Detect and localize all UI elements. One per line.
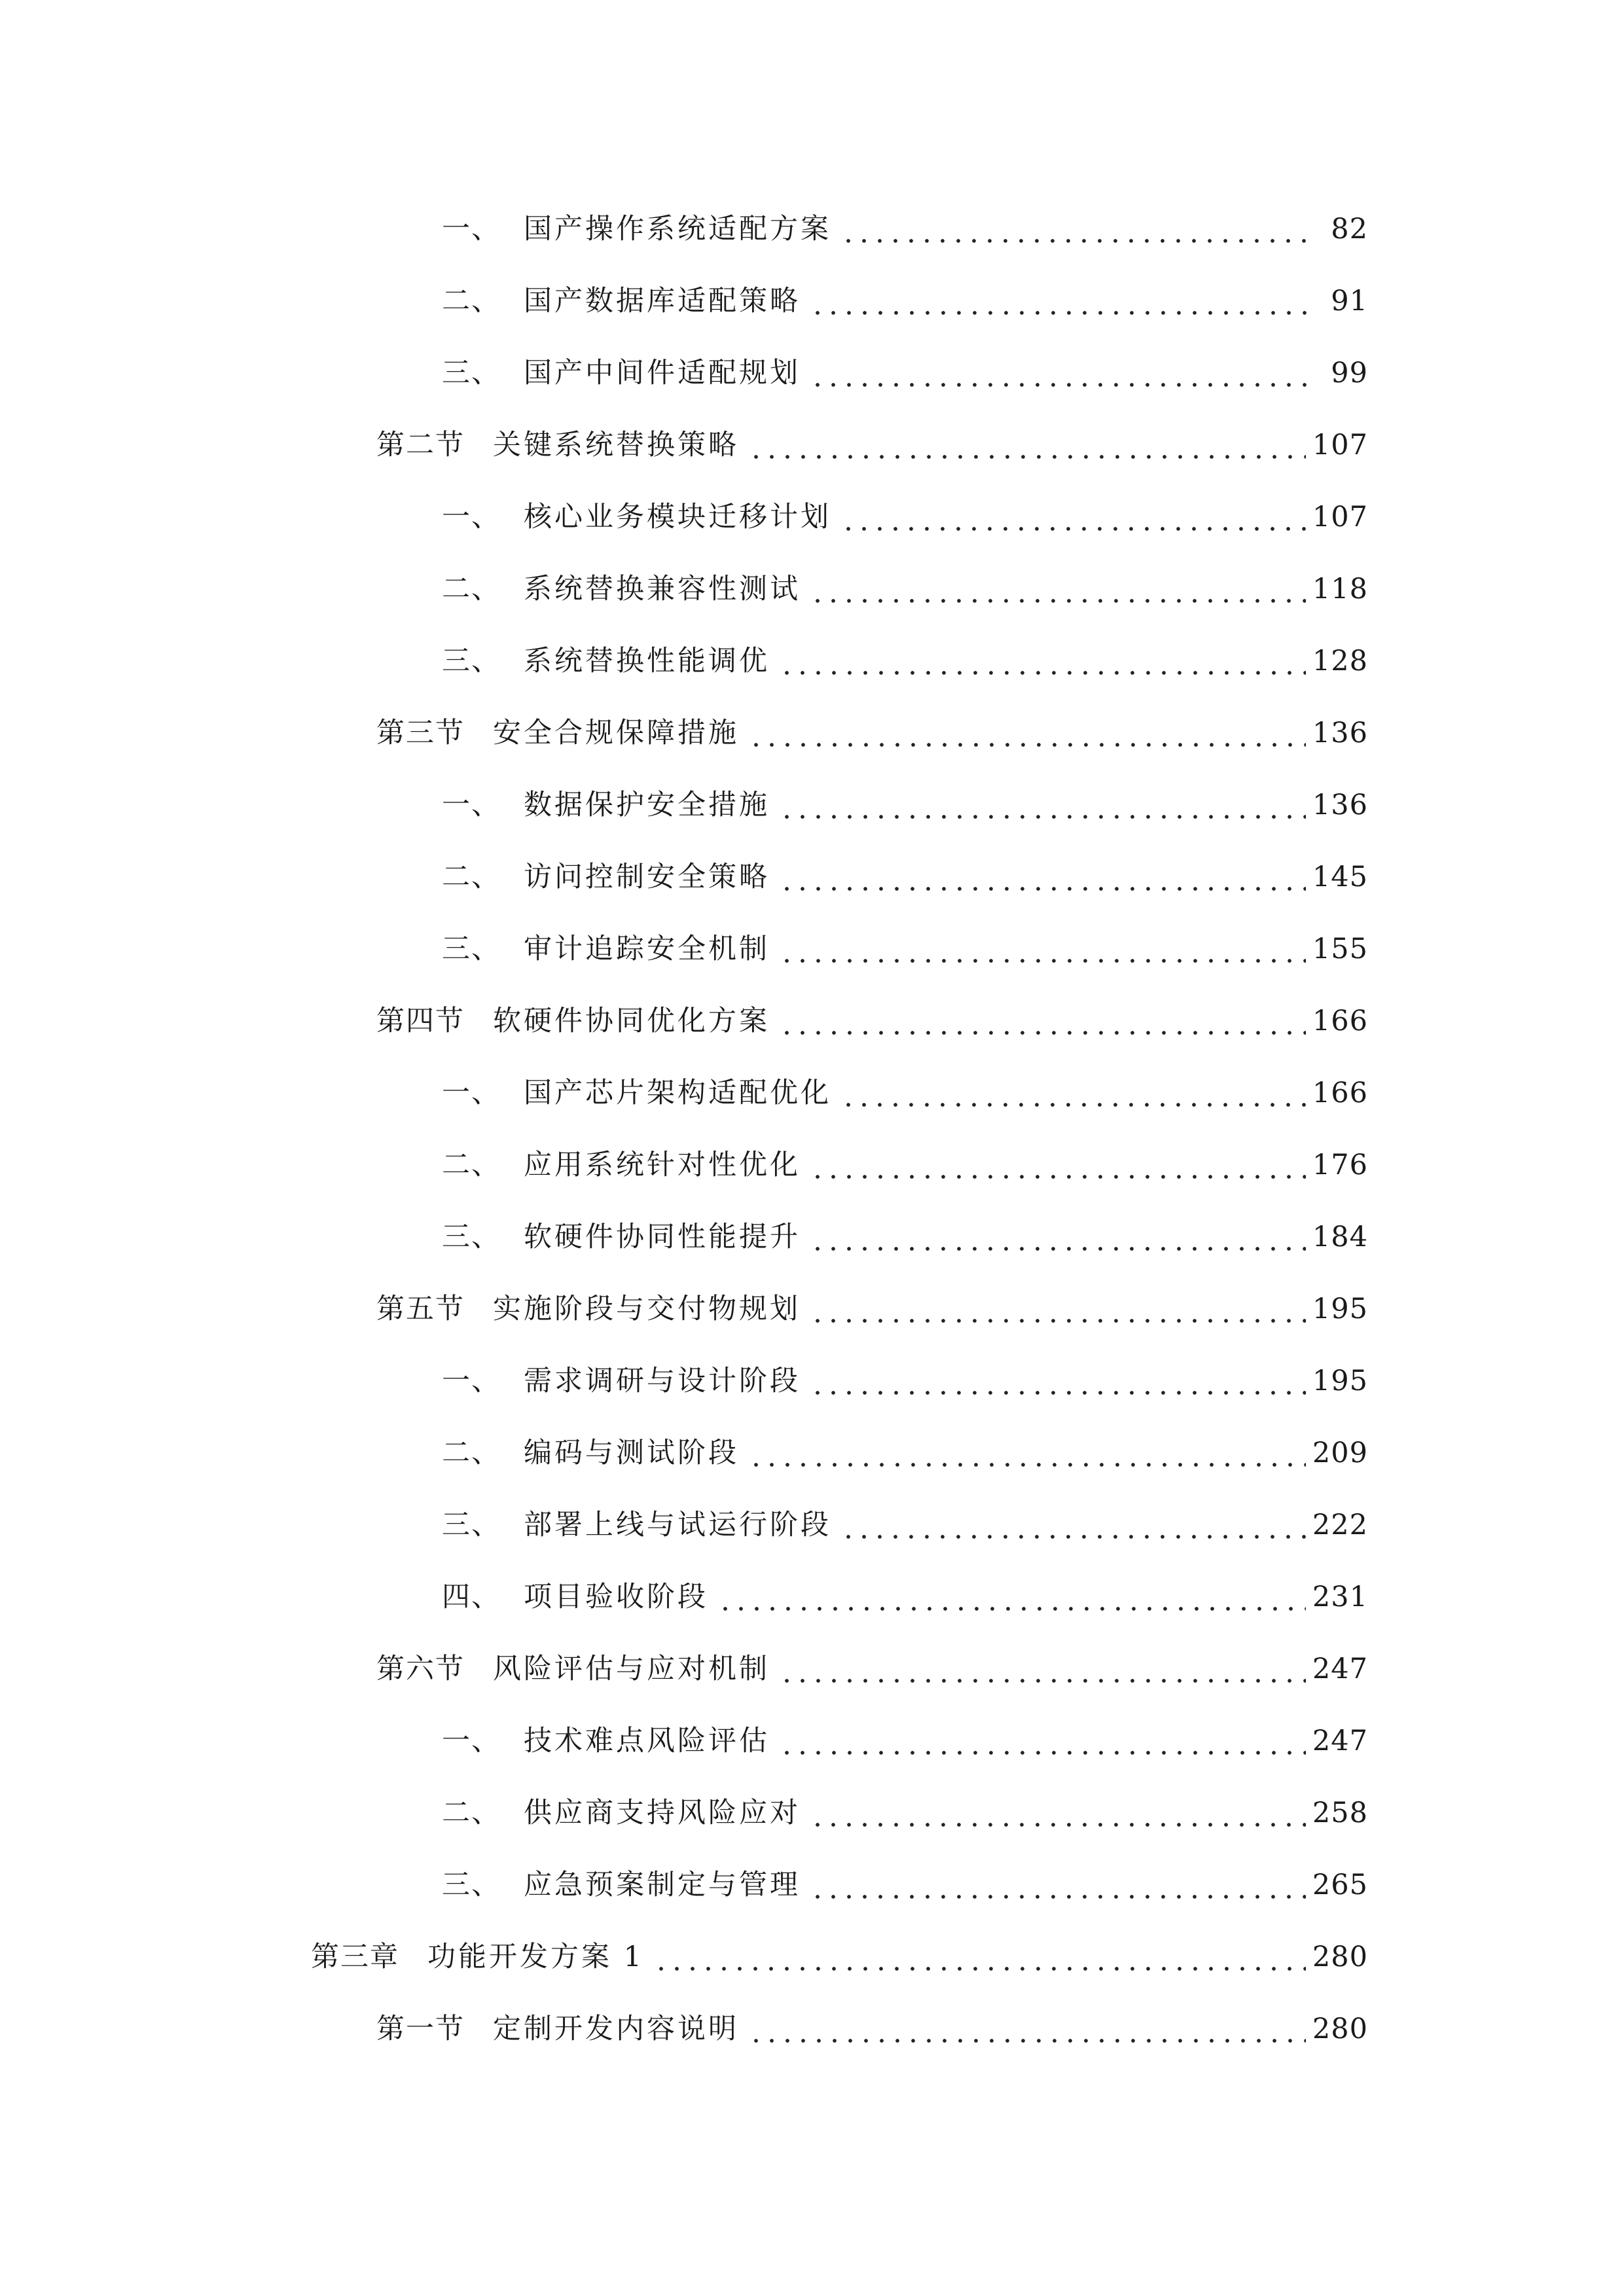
entry-page-number: 280	[1312, 1941, 1368, 1973]
entry-page-number: 155	[1312, 933, 1368, 965]
dot-leader	[748, 1427, 1306, 1479]
toc-entry-subsection[interactable]	[442, 923, 1368, 975]
entry-title: 应急预案制定与管理	[524, 1869, 801, 1901]
dot-leader	[840, 203, 1316, 255]
entry-title: 访问控制安全策略	[524, 861, 770, 893]
toc-entry-subsection[interactable]	[442, 563, 1368, 615]
dot-leader	[840, 1067, 1306, 1119]
entry-number: 三、	[442, 357, 501, 389]
entry-number: 四、	[442, 1581, 501, 1613]
entry-title: 功能开发方案 1	[427, 1941, 645, 1973]
entry-number: 二、	[442, 573, 501, 605]
entry-number: 一、	[442, 501, 501, 533]
toc-entry-section[interactable]	[376, 995, 1368, 1047]
entry-page-number: 265	[1312, 1869, 1368, 1901]
entry-number: 第一节	[376, 2013, 465, 2045]
entry-page-number: 209	[1312, 1437, 1368, 1469]
entry-title: 安全合规保障措施	[493, 717, 739, 749]
entry-title: 技术难点风险评估	[524, 1725, 770, 1757]
entry-page-number: 107	[1312, 429, 1368, 461]
entry-title: 供应商支持风险应对	[524, 1797, 801, 1829]
entry-page-number: 184	[1312, 1221, 1368, 1253]
entry-page-number: 247	[1312, 1725, 1368, 1757]
entry-number: 第三节	[376, 717, 465, 749]
dot-leader	[810, 347, 1316, 399]
toc-entry-section[interactable]	[376, 1643, 1368, 1695]
toc-entry-section[interactable]	[376, 1283, 1368, 1335]
entry-title: 应用系统针对性优化	[524, 1149, 801, 1181]
entry-page-number: 166	[1312, 1077, 1368, 1109]
entry-page-number: 195	[1312, 1365, 1368, 1397]
entry-title: 需求调研与设计阶段	[524, 1365, 801, 1397]
entry-number: 第六节	[376, 1653, 465, 1685]
entry-title: 系统替换兼容性测试	[524, 573, 801, 605]
entry-title: 系统替换性能调优	[524, 645, 770, 677]
entry-page-number: 247	[1312, 1653, 1368, 1685]
entry-number: 三、	[442, 1869, 501, 1901]
toc-entry-subsection[interactable]	[442, 491, 1368, 543]
toc-entry-subsection[interactable]	[442, 1427, 1368, 1479]
entry-number: 二、	[442, 1149, 501, 1181]
dot-leader	[810, 1283, 1306, 1335]
entry-number: 第四节	[376, 1005, 465, 1037]
dot-leader	[717, 1571, 1306, 1623]
entry-title: 核心业务模块迁移计划	[524, 501, 831, 533]
entry-title: 定制开发内容说明	[493, 2013, 739, 2045]
entry-title: 编码与测试阶段	[524, 1437, 739, 1469]
dot-leader	[779, 851, 1306, 903]
entry-number: 第五节	[376, 1293, 465, 1325]
toc-entry-subsection[interactable]	[442, 635, 1368, 687]
dot-leader	[810, 1211, 1306, 1263]
entry-number: 二、	[442, 285, 501, 317]
entry-number: 三、	[442, 1221, 501, 1253]
toc-entry-section[interactable]	[376, 2003, 1368, 2055]
dot-leader	[840, 491, 1306, 543]
toc-entry-section[interactable]	[376, 707, 1368, 759]
toc-entry-subsection[interactable]	[442, 347, 1368, 399]
entry-number: 一、	[442, 213, 501, 245]
entry-number: 一、	[442, 1077, 501, 1109]
dot-leader	[810, 1859, 1306, 1911]
entry-number: 三、	[442, 645, 501, 677]
entry-page-number: 99	[1331, 357, 1368, 389]
dot-leader	[810, 563, 1306, 615]
entry-number: 一、	[442, 1725, 501, 1757]
entry-number: 一、	[442, 1365, 501, 1397]
toc-entry-subsection[interactable]	[442, 1571, 1368, 1623]
entry-title: 国产数据库适配策略	[524, 285, 801, 317]
toc-entry-subsection[interactable]	[442, 1499, 1368, 1551]
entry-page-number: 280	[1312, 2013, 1368, 2045]
dot-leader	[779, 1643, 1306, 1695]
entry-title: 审计追踪安全机制	[524, 933, 770, 965]
entry-title: 数据保护安全措施	[524, 789, 770, 821]
entry-page-number: 166	[1312, 1005, 1368, 1037]
toc-entry-chapter[interactable]	[311, 1931, 1368, 1983]
dot-leader	[810, 1787, 1306, 1839]
entry-page-number: 231	[1312, 1581, 1368, 1613]
entry-number: 三、	[442, 933, 501, 965]
entry-title: 部署上线与试运行阶段	[524, 1509, 831, 1541]
entry-title: 实施阶段与交付物规划	[493, 1293, 801, 1325]
entry-title: 软硬件协同优化方案	[493, 1005, 770, 1037]
toc-entry-subsection[interactable]	[442, 851, 1368, 903]
toc-entry-subsection[interactable]	[442, 1715, 1368, 1767]
entry-page-number: 136	[1312, 717, 1368, 749]
toc-entry-subsection[interactable]	[442, 1355, 1368, 1407]
entry-page-number: 222	[1312, 1509, 1368, 1541]
toc-entry-subsection[interactable]	[442, 1067, 1368, 1119]
entry-page-number: 195	[1312, 1293, 1368, 1325]
toc-entry-section[interactable]	[376, 419, 1368, 471]
entry-title: 国产操作系统适配方案	[524, 213, 831, 245]
entry-title: 项目验收阶段	[524, 1581, 708, 1613]
dot-leader	[840, 1499, 1306, 1551]
dot-leader	[653, 1931, 1306, 1983]
entry-page-number: 118	[1312, 573, 1368, 605]
entry-number: 三、	[442, 1509, 501, 1541]
entry-page-number: 176	[1312, 1149, 1368, 1181]
entry-number: 第二节	[376, 429, 465, 461]
entry-title: 国产芯片架构适配优化	[524, 1077, 831, 1109]
entry-page-number: 145	[1312, 861, 1368, 893]
entry-title: 风险评估与应对机制	[493, 1653, 770, 1685]
dot-leader	[748, 2003, 1306, 2055]
toc-entry-subsection[interactable]	[442, 1787, 1368, 1839]
entry-number: 第三章	[311, 1941, 399, 1973]
entry-page-number: 107	[1312, 501, 1368, 533]
entry-number: 一、	[442, 789, 501, 821]
dot-leader	[779, 995, 1306, 1047]
dot-leader	[779, 635, 1306, 687]
entry-number: 二、	[442, 1437, 501, 1469]
toc-entry-subsection[interactable]	[442, 779, 1368, 831]
dot-leader	[810, 1355, 1306, 1407]
toc-entry-subsection[interactable]	[442, 1211, 1368, 1263]
toc-entry-subsection[interactable]	[442, 1859, 1368, 1911]
dot-leader	[810, 275, 1316, 327]
entry-title: 软硬件协同性能提升	[524, 1221, 801, 1253]
dot-leader	[748, 419, 1306, 471]
entry-number: 二、	[442, 861, 501, 893]
toc-entry-subsection[interactable]	[442, 275, 1368, 327]
entry-page-number: 136	[1312, 789, 1368, 821]
dot-leader	[810, 1139, 1306, 1191]
entry-number: 二、	[442, 1797, 501, 1829]
toc-entry-subsection[interactable]	[442, 1139, 1368, 1191]
entry-page-number: 128	[1312, 645, 1368, 677]
toc-entry-subsection[interactable]	[442, 203, 1368, 255]
entry-title: 关键系统替换策略	[493, 429, 739, 461]
dot-leader	[779, 779, 1306, 831]
entry-title: 国产中间件适配规划	[524, 357, 801, 389]
dot-leader	[748, 707, 1306, 759]
dot-leader	[779, 923, 1306, 975]
entry-page-number: 258	[1312, 1797, 1368, 1829]
entry-page-number: 82	[1331, 213, 1368, 245]
dot-leader	[779, 1715, 1306, 1767]
entry-page-number: 91	[1331, 285, 1368, 317]
